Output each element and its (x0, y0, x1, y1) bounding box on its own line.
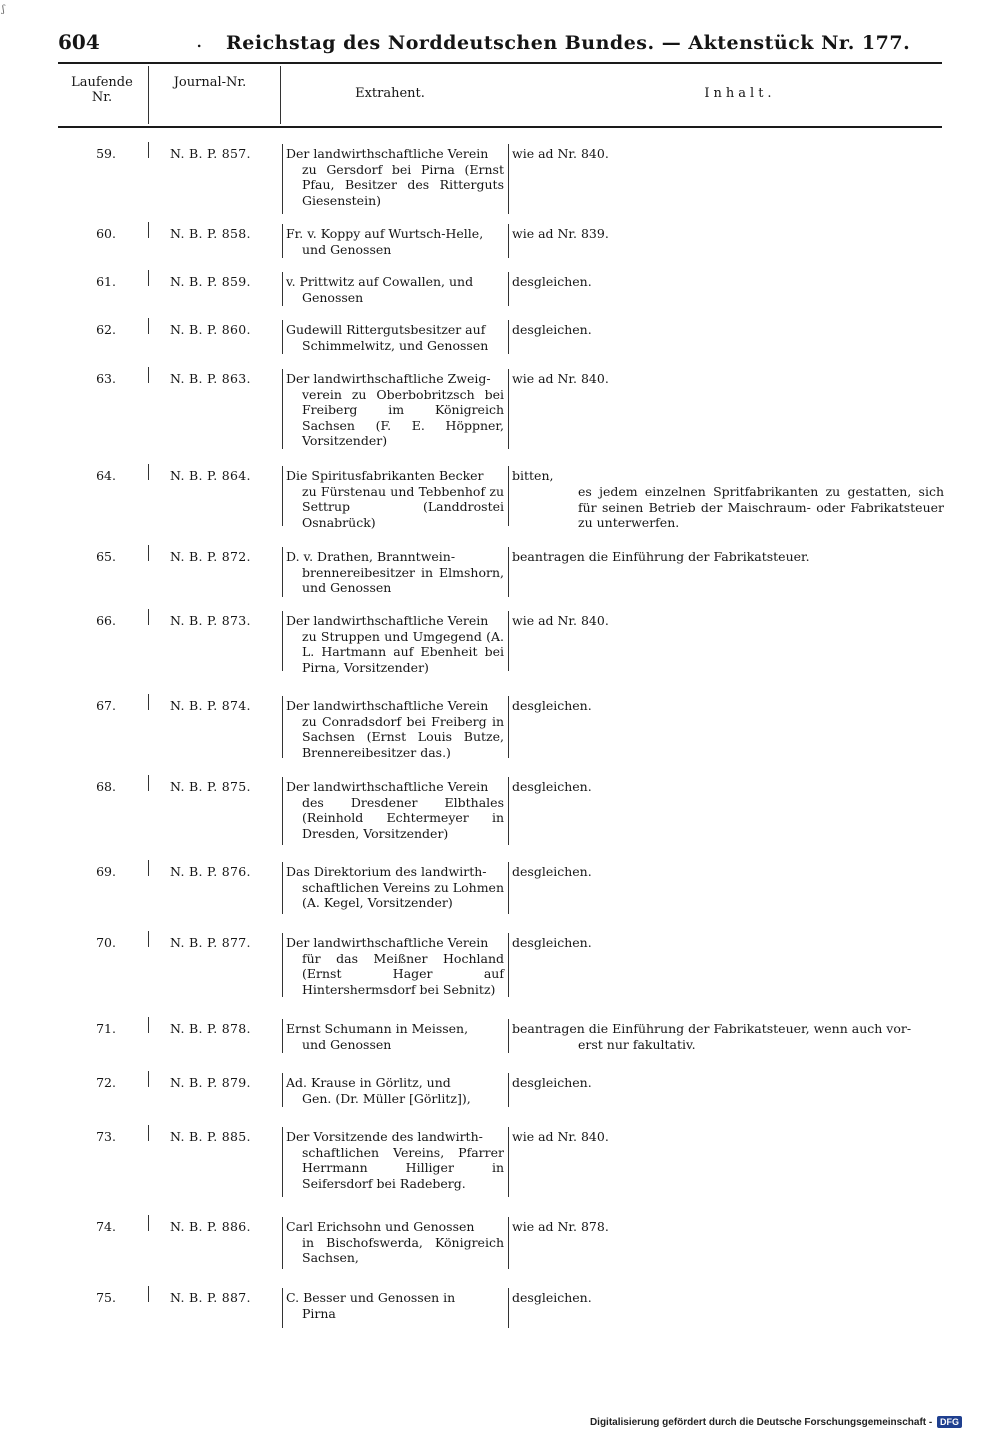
row-divider (508, 862, 509, 914)
row-number: 73. (96, 1129, 116, 1144)
row-divider (282, 1019, 283, 1053)
col-head-laufende-text: Laufende Nr. (71, 75, 133, 105)
row-divider (282, 144, 283, 214)
journal-number: N. B. P. 886. (170, 1219, 251, 1234)
inhalt-continuation: erst nur fakultativ. (578, 1037, 696, 1052)
extrahent-line-rest: verein zu Oberbobritzsch bei Freiberg im Königreich Sachsen (F. E. Höppner, Vorsitzender) (302, 386, 504, 448)
extrahent-line-rest: Pirna (302, 1305, 336, 1321)
journal-number: N. B. P. 875. (170, 779, 251, 794)
row-number: 69. (96, 864, 116, 879)
inhalt: desgleichen. (512, 779, 592, 794)
row-divider (148, 270, 149, 286)
row-number: 74. (96, 1219, 116, 1234)
row-divider (148, 222, 149, 238)
row-number: 67. (96, 698, 116, 713)
extrahent-line-first: Der landwirthschaftliche Verein (286, 935, 489, 950)
extrahent (286, 698, 504, 760)
journal-number: N. B. P. 878. (170, 1021, 251, 1036)
extrahent (286, 226, 504, 257)
extrahent-line-first: Carl Erichsohn und Genossen (286, 1219, 475, 1234)
row-divider (148, 367, 149, 383)
extrahent-line-rest: Genossen (302, 289, 364, 305)
inhalt: wie ad Nr. 840. (512, 371, 609, 386)
row-divider (508, 272, 509, 306)
row-divider (148, 775, 149, 791)
journal-number: N. B. P. 864. (170, 468, 251, 483)
extrahent-line-first: Der landwirthschaftliche Verein (286, 613, 489, 628)
extrahent-line-rest: Gen. (Dr. Müller [Görlitz]), (302, 1090, 471, 1106)
extrahent-line-first: Ernst Schumann in Meissen, (286, 1021, 469, 1036)
extrahent (286, 935, 504, 997)
extrahent-line-first: Ad. Krause in Görlitz, und (286, 1075, 451, 1090)
extrahent (286, 468, 504, 530)
row-divider (508, 696, 509, 758)
extrahent-line-rest: Schimmelwitz, und Genossen (302, 337, 489, 353)
inhalt: desgleichen. (512, 322, 592, 337)
inhalt: bitten, (512, 468, 554, 483)
row-divider (282, 1073, 283, 1107)
inhalt-continuation: es jedem einzelnen Spritfabrikanten zu gestatten, sich für seinen Betrieb der Maischraum- oder Fabrikatsteuer zu unterwerfen. (578, 484, 944, 530)
extrahent (286, 1290, 504, 1321)
extrahent-line-rest: für das Meißner Hochland (Ernst Hager auf Hintershermsdorf bei Sebnitz) (302, 950, 504, 997)
journal-number: N. B. P. 876. (170, 864, 251, 879)
row-number: 71. (96, 1021, 116, 1036)
journal-number: N. B. P. 874. (170, 698, 251, 713)
col-head-journal (160, 75, 260, 90)
journal-number: N. B. P. 887. (170, 1290, 251, 1305)
row-divider (282, 224, 283, 258)
journal-number: N. B. P. 872. (170, 549, 251, 564)
row-divider (148, 1215, 149, 1231)
extrahent (286, 371, 504, 449)
extrahent (286, 613, 504, 675)
row-divider (508, 224, 509, 258)
col-head-laufende (62, 75, 142, 105)
row-divider (148, 318, 149, 334)
extrahent-line-rest: zu Conradsdorf bei Freiberg in Sachsen (Ernst Louis Butze, Brennereibesitzer das.) (302, 713, 504, 760)
extrahent (286, 322, 504, 353)
extrahent-line-first: Der landwirthschaftliche Verein (286, 146, 489, 161)
col-head-journal-text: Journal-Nr. (173, 75, 247, 90)
header-divider-1 (148, 66, 149, 124)
row-divider (508, 611, 509, 671)
extrahent-line-rest: brennereibesitzer in Elmshorn, und Genossen (302, 564, 504, 595)
row-divider (508, 320, 509, 354)
row-divider (282, 1288, 283, 1328)
journal-number: N. B. P. 873. (170, 613, 251, 628)
row-divider (508, 1127, 509, 1197)
footer (590, 1416, 962, 1428)
extrahent (286, 864, 504, 911)
inhalt: wie ad Nr. 839. (512, 226, 609, 241)
row-divider (282, 320, 283, 354)
row-divider (282, 272, 283, 306)
row-number: 63. (96, 371, 116, 386)
row-divider (148, 1286, 149, 1302)
extrahent-line-rest: schaftlichen Vereins, Pfarrer Herrmann Hilliger in Seifersdorf bei Radeberg. (302, 1144, 504, 1191)
inhalt: wie ad Nr. 840. (512, 1129, 609, 1144)
top-rule (58, 62, 942, 64)
row-number: 60. (96, 226, 116, 241)
header-bottom-rule (58, 126, 942, 128)
header-divider-2 (280, 66, 281, 124)
row-divider (282, 933, 283, 997)
extrahent-line-first: Der landwirthschaftliche Verein (286, 698, 489, 713)
extrahent (286, 1129, 504, 1191)
row-divider (282, 862, 283, 914)
extrahent-line-rest: zu Fürstenau und Tebbenhof zu Settrup (Landdrostei Osnabrück) (302, 483, 504, 530)
inhalt: wie ad Nr. 840. (512, 613, 609, 628)
row-divider (148, 464, 149, 480)
extrahent-line-first: Der landwirthschaftliche Verein (286, 779, 489, 794)
row-divider (148, 931, 149, 947)
extrahent (286, 549, 504, 596)
extrahent (286, 779, 504, 841)
extrahent-line-first: D. v. Drathen, Branntwein- (286, 549, 456, 564)
extrahent-line-rest: und Genossen (302, 241, 392, 257)
extrahent-line-rest: zu Struppen und Umgegend (A. L. Hartmann auf Ebenheit bei Pirna, Vorsitzender) (302, 628, 504, 675)
inhalt: desgleichen. (512, 274, 592, 289)
row-divider (282, 466, 283, 526)
row-divider (508, 1019, 509, 1053)
row-divider (148, 545, 149, 561)
extrahent-line-rest: schaftlichen Vereins zu Lohmen (A. Kegel, Vorsitzender) (302, 879, 504, 910)
row-number: 65. (96, 549, 116, 564)
col-head-extrahent-text: Extrahent. (355, 86, 425, 101)
extrahent-line-first: Das Direktorium des landwirth- (286, 864, 487, 879)
row-divider (282, 1127, 283, 1197)
row-divider (148, 142, 149, 158)
journal-number: N. B. P. 859. (170, 274, 251, 289)
extrahent-line-first: Der Vorsitzende des landwirth- (286, 1129, 483, 1144)
extrahent (286, 1075, 504, 1106)
row-divider (282, 1217, 283, 1269)
row-number: 61. (96, 274, 116, 289)
row-number: 72. (96, 1075, 116, 1090)
extrahent-line-rest: des Dresdener Elbthales (Reinhold Echtermeyer in Dresden, Vorsitzender) (302, 794, 504, 841)
row-divider (508, 144, 509, 214)
journal-number: N. B. P. 877. (170, 935, 251, 950)
row-divider (148, 1125, 149, 1141)
inhalt: wie ad Nr. 840. (512, 146, 609, 161)
row-divider (282, 547, 283, 597)
extrahent-line-first: C. Besser und Genossen in (286, 1290, 456, 1305)
row-divider (508, 1217, 509, 1269)
running-head: Reichstag des Norddeutschen Bundes. — Aktenstück Nr. 177. (226, 32, 911, 54)
inhalt: beantragen die Einführung der Fabrikatsteuer. (512, 549, 810, 564)
row-divider (282, 611, 283, 671)
extrahent-line-first: v. Prittwitz auf Cowallen, und (286, 274, 474, 289)
extrahent-line-rest: und Genossen (302, 1036, 392, 1052)
row-divider (148, 609, 149, 625)
journal-number: N. B. P. 863. (170, 371, 251, 386)
inhalt: desgleichen. (512, 935, 592, 950)
row-divider (508, 466, 509, 526)
inhalt: wie ad Nr. 878. (512, 1219, 609, 1234)
row-divider (508, 1288, 509, 1328)
extrahent-line-first: Gudewill Rittergutsbesitzer auf (286, 322, 486, 337)
row-number: 68. (96, 779, 116, 794)
inhalt: desgleichen. (512, 1075, 592, 1090)
extrahent-line-rest: zu Gersdorf bei Pirna (Ernst Pfau, Besitzer des Ritterguts Giesenstein) (302, 161, 504, 208)
row-divider (282, 777, 283, 845)
footer-text: Digitalisierung gefördert durch die Deutsche Forschungsgemeinschaft - (589, 1417, 933, 1428)
row-divider (508, 547, 509, 597)
row-number: 75. (96, 1290, 116, 1305)
extrahent-line-rest: in Bischofswerda, Königreich Sachsen, (302, 1234, 504, 1265)
extrahent (286, 146, 504, 208)
inhalt: desgleichen. (512, 1290, 592, 1305)
row-divider (508, 933, 509, 997)
col-head-inhalt-text: Inhalt. (704, 86, 776, 101)
row-divider (508, 369, 509, 449)
col-head-inhalt (640, 86, 840, 101)
extrahent-line-first: Die Spiritusfabrikanten Becker (286, 468, 484, 483)
row-divider (282, 696, 283, 758)
page-number: 604 (58, 30, 100, 54)
journal-number: N. B. P. 879. (170, 1075, 251, 1090)
row-divider (508, 1073, 509, 1107)
row-number: 59. (96, 146, 116, 161)
inhalt: desgleichen. (512, 864, 592, 879)
row-number: 64. (96, 468, 116, 483)
row-divider (148, 1017, 149, 1033)
extrahent (286, 274, 504, 305)
row-divider (148, 860, 149, 876)
inhalt: beantragen die Einführung der Fabrikatsteuer, wenn auch vor- (512, 1021, 912, 1036)
extrahent-line-first: Der landwirthschaftliche Zweig- (286, 371, 491, 386)
journal-number: N. B. P. 860. (170, 322, 251, 337)
row-divider (282, 369, 283, 449)
row-divider (148, 1071, 149, 1087)
journal-number: N. B. P. 885. (170, 1129, 251, 1144)
inhalt: desgleichen. (512, 698, 592, 713)
header-dot: . (196, 28, 203, 52)
extrahent (286, 1219, 504, 1266)
dfg-logo: DFG (937, 1416, 962, 1428)
row-divider (148, 694, 149, 710)
row-number: 70. (96, 935, 116, 950)
row-number: 66. (96, 613, 116, 628)
corner-mark: ʃ (2, 4, 5, 15)
extrahent (286, 1021, 504, 1052)
extrahent-line-first: Fr. v. Koppy auf Wurtsch-Helle, (286, 226, 484, 241)
col-head-extrahent (330, 86, 450, 101)
row-number: 62. (96, 322, 116, 337)
journal-number: N. B. P. 858. (170, 226, 251, 241)
row-divider (508, 777, 509, 845)
journal-number: N. B. P. 857. (170, 146, 251, 161)
